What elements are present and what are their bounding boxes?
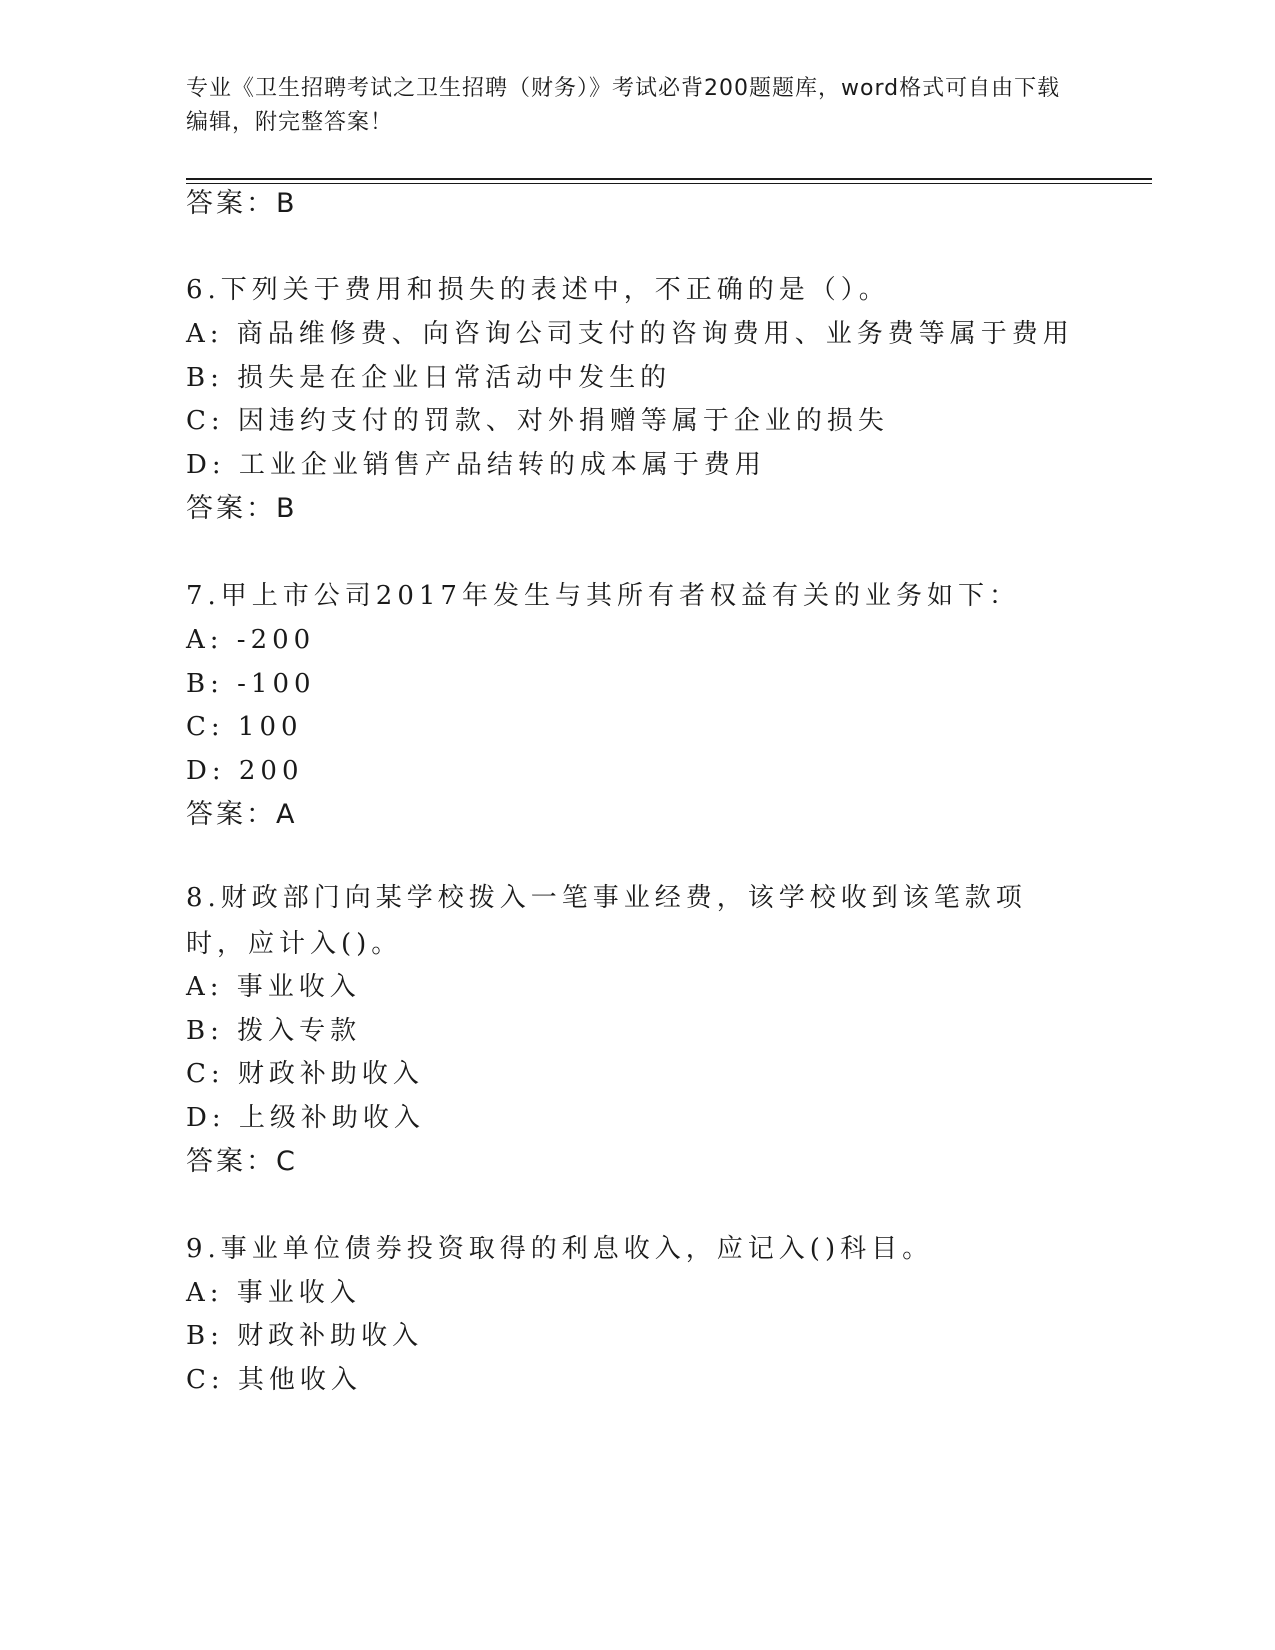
question-8-option-c: C: 财政补助收入 (186, 1059, 424, 1089)
question-7-option-b: B: -100 (186, 669, 316, 699)
question-7-option-c: C: 100 (186, 712, 303, 742)
question-6-answer: 答案：B (186, 493, 298, 524)
question-8-option-b: B: 拨入专款 (186, 1016, 362, 1046)
question-9-option-c: C: 其他收入 (186, 1365, 362, 1395)
previous-answer: 答案：B (186, 188, 298, 219)
question-8-option-d: D: 上级补助收入 (186, 1103, 425, 1133)
question-9-option-b: B: 财政补助收入 (186, 1321, 424, 1351)
question-7-option-a: A: -200 (186, 625, 316, 655)
document-header: 专业《卫生招聘考试之卫生招聘（财务）》考试必背200题题库，word格式可自由下载编辑，附完整答案！ (186, 76, 1061, 135)
question-6-option-a: A: 商品维修费、向咨询公司支付的咨询费用、业务费等属于费用 (186, 319, 1074, 349)
question-8-stem: 8.财政部门向某学校拨入一笔事业经费，该学校收到该笔款项时，应计入()。 (186, 883, 1027, 959)
question-8-option-a: A: 事业收入 (186, 972, 361, 1002)
header-divider-thick (186, 178, 1152, 180)
question-6-stem: 6.下列关于费用和损失的表述中，不正确的是（）。 (186, 275, 890, 305)
question-7-option-d: D: 200 (186, 756, 304, 786)
question-8-answer: 答案：C (186, 1146, 298, 1177)
question-9-stem: 9.事业单位债券投资取得的利息收入，应记入()科目。 (186, 1234, 934, 1264)
question-9-option-a: A: 事业收入 (186, 1278, 361, 1308)
question-6-option-c: C: 因违约支付的罚款、对外捐赠等属于企业的损失 (186, 406, 889, 436)
question-7-stem: 7.甲上市公司2017年发生与其所有者权益有关的业务如下： (186, 581, 1020, 611)
question-7-answer: 答案：A (186, 799, 298, 830)
question-6-option-b: B: 损失是在企业日常活动中发生的 (186, 363, 672, 393)
header-divider-thin (186, 183, 1152, 184)
question-6-option-d: D: 工业企业销售产品结转的成本属于费用 (186, 450, 766, 480)
